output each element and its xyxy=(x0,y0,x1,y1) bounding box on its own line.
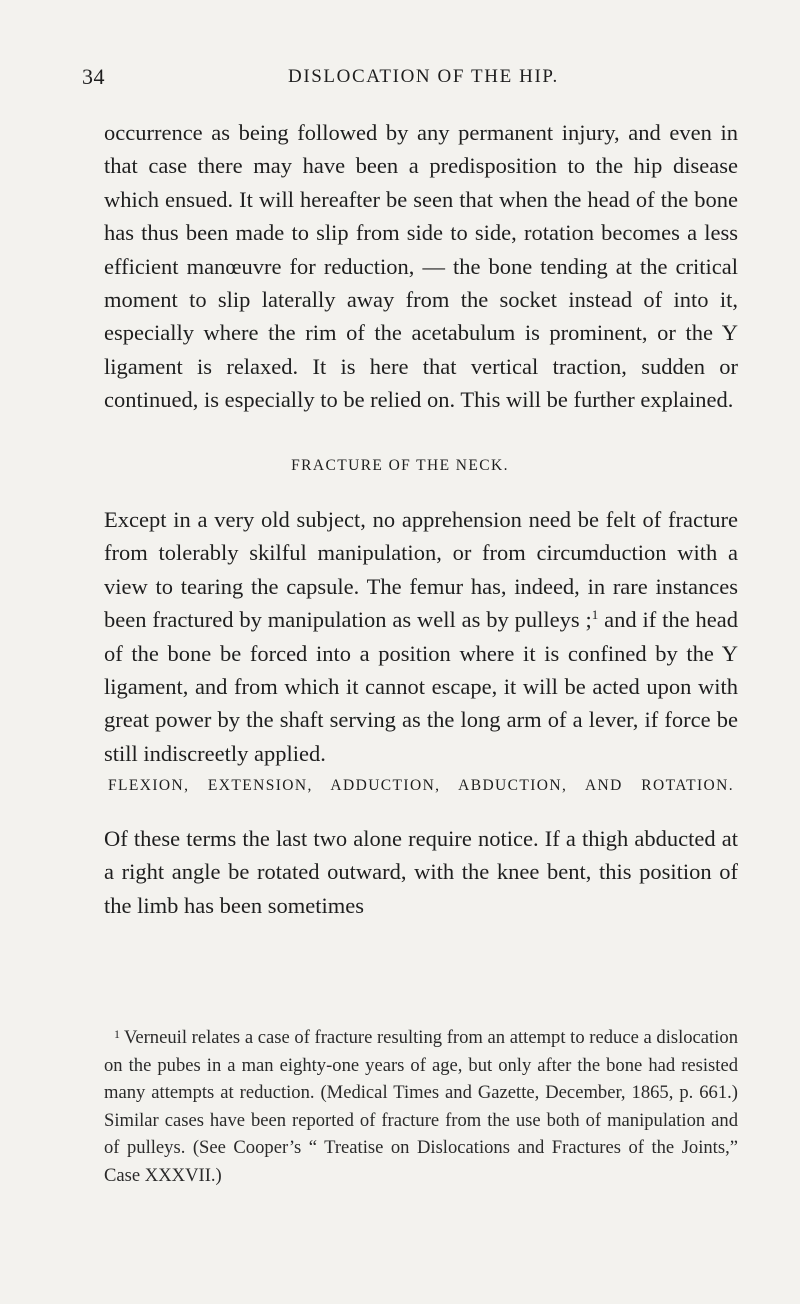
paragraph-fracture-text: Except in a very old subject, no apprehension need be felt of fracture from tolerably skilful manipulation, or from circumduction with a view to tearing the capsule. The femur has, indeed, in rare instances been fractured by manipulation as well as by pulleys ; xyxy=(104,507,738,633)
section-heading-fracture: FRACTURE OF THE NECK. xyxy=(291,457,509,474)
paragraph-flexion: Of these terms the last two alone require notice. If a thigh abducted at a right angle be rotated outward, with the knee bent, this position of the limb has been sometimes xyxy=(104,826,738,918)
footnote-reference[interactable]: 1 xyxy=(591,607,599,623)
running-head: DISLOCATION OF THE HIP. xyxy=(288,66,559,87)
page-header xyxy=(82,64,742,94)
paragraph-fracture xyxy=(104,503,738,770)
footnote-marker: 1 xyxy=(114,1027,120,1041)
page-number: 34 xyxy=(82,64,105,89)
footnote-text: Verneuil relates a case of fracture resulting from an attempt to reduce a dislocation on the pubes in a man eighty-one years of age, but only after the bone had resisted many attempts at reduction. (Medical Times and Gazette, December, 1865, p. 661.) Similar cases have been reported of fracture from the use both of manipulation and of pulleys. (See Cooper’s “ Treatise on Dislocations and Fractures of the Joints,” Case XXXVII.) xyxy=(104,1027,738,1186)
section-heading-flexion: FLEXION, EXTENSION, ADDUCTION, ABDUCTION, AND ROTATION. xyxy=(108,777,734,794)
paragraph-fracture-text-continued: and if the head of the bone be forced into a position where it is confined by the Y ligament, and from which it cannot escape, it will be acted upon with great power by the shaft serving as the long arm of a lever, if force be still indiscreetly applied. xyxy=(104,607,738,766)
footnote xyxy=(104,1021,738,1189)
paragraph-continuation: occurrence as being followed by any permanent injury, and even in that case there may have been a predisposition to the hip disease which ensued. It will hereafter be seen that when the head of the bone has thus been made to slip from side to side, rotation becomes a less efficient manœuvre for reduction, — the bone tending at the critical moment to slip laterally away from the socket instead of into it, especially where the rim of the acetabulum is prominent, or the Y ligament is relaxed. It is here that vertical traction, sudden or continued, is especially to be relied on. This will be further explained. xyxy=(104,120,738,413)
